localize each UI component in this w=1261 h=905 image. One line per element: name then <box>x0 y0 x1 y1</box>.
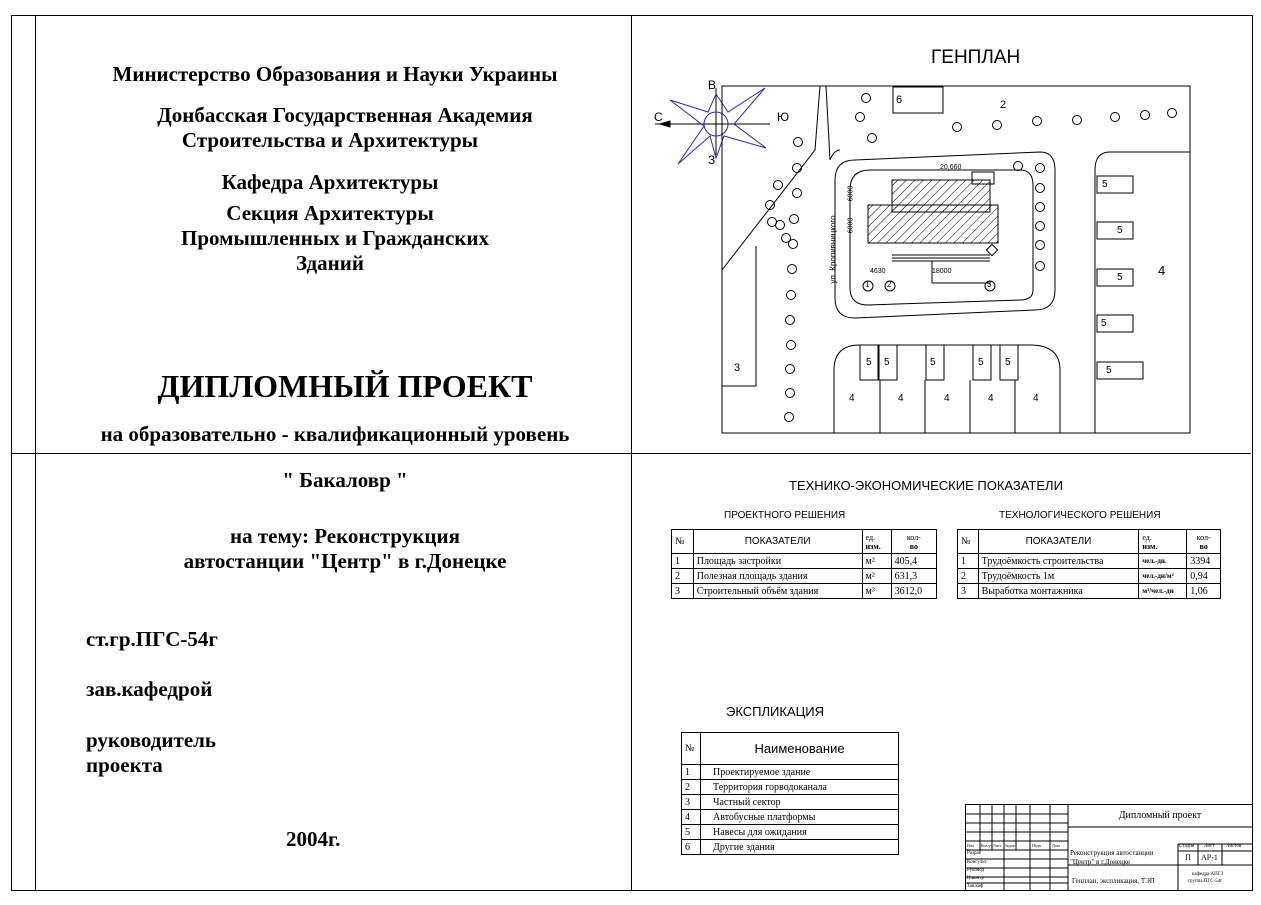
stamp-col-header: Лист <box>993 843 1002 848</box>
project-year: 2004г. <box>286 827 341 851</box>
stamp-stage: П <box>1185 853 1191 862</box>
platform-label: 4 <box>1033 393 1039 404</box>
col-header: кол- во <box>891 530 936 554</box>
explication-table <box>681 732 899 855</box>
zone-label-4-right: 4 <box>1158 263 1166 278</box>
genplan-title: ГЕНПЛАН <box>931 47 1021 68</box>
head-of-department: зав.кафедрой <box>86 677 213 701</box>
zone-label-3: 3 <box>734 362 741 374</box>
stamp-role: Руковод <box>967 868 985 873</box>
compass-west-label: С <box>654 110 663 124</box>
col-header: ед. изм. <box>1139 530 1187 554</box>
table-row: 3 Частный сектор <box>682 795 899 810</box>
stamp-role: Разраб <box>967 851 982 856</box>
tep-tech-table <box>957 529 1221 599</box>
middle-divider <box>11 453 1251 454</box>
dim-b2: 18000 <box>932 268 952 275</box>
stamp-col-header: Подп <box>1032 843 1041 848</box>
stamp-col-header: Изм <box>967 843 974 848</box>
tep-design-subtitle: ПРОЕКТНОГО РЕШЕНИЯ <box>724 510 846 521</box>
axis-label-3: 3 <box>987 280 992 289</box>
table-row: 1 Трудоёмкость строительства чел.-дн. 3394 <box>958 554 1221 569</box>
theme-line1: на тему: Реконструкция <box>229 524 460 548</box>
shelter-label: 5 <box>1101 318 1107 329</box>
stamp-role: Консульт <box>967 860 987 865</box>
stamp-sheets-header: Листов <box>1226 844 1242 849</box>
table-row: 1 Площадь застройки м² 405,4 <box>672 554 937 569</box>
stamp-org-line2: группа ПГС-54г <box>1188 879 1223 884</box>
col-header: № <box>682 733 701 765</box>
col-header: ед. изм. <box>862 530 891 554</box>
compass-north-label: В <box>708 78 717 92</box>
shelter-label: 5 <box>884 357 890 368</box>
stamp-project-line1: Реконструкция автостанции <box>1070 849 1154 857</box>
zone-label-6: 6 <box>896 94 903 106</box>
col-header: ПОКАЗАТЕЛИ <box>693 530 862 554</box>
axis-label-2: 2 <box>887 280 892 289</box>
title-block <box>965 804 1252 891</box>
section-title-line1: Секция Архитектуры <box>226 201 434 225</box>
col-header: № <box>958 530 979 554</box>
stamp-role: Н.контр <box>967 876 984 881</box>
dim-v1: 6000 <box>847 185 855 202</box>
site-plan-drawing <box>640 70 1200 440</box>
zone-label-2: 2 <box>1000 99 1007 111</box>
student-group: ст.гр.ПГС-54г <box>86 627 218 651</box>
supervisor-line2: проекта <box>86 753 163 777</box>
platform-label: 4 <box>849 393 855 404</box>
explication-title: ЭКСПЛИКАЦИЯ <box>726 704 824 719</box>
tep-tech-subtitle: ТЕХНОЛОГИЧЕСКОГО РЕШЕНИЯ <box>999 510 1161 521</box>
col-header: Наименование <box>701 733 899 765</box>
shelter-label: 5 <box>866 357 872 368</box>
stamp-drawing-name: Генплан, экспликация, ТЭП <box>1072 877 1155 885</box>
shelter-label: 5 <box>978 357 984 368</box>
col-header: № <box>672 530 694 554</box>
shelter-label: 5 <box>1106 365 1112 376</box>
qualification-level: на образовательно - квалификационный уровень <box>100 422 570 446</box>
stamp-org-line1: кафедра АПГЗ <box>1192 872 1224 877</box>
department-title: Кафедра Архитектуры <box>221 170 439 194</box>
degree-name: " Бакаловр " <box>282 468 408 492</box>
stamp-col-header: Кол.уч <box>981 843 993 848</box>
shelter-label: 5 <box>1117 272 1123 283</box>
dim-top: 20,660 <box>940 164 962 171</box>
supervisor-line1: руководитель <box>86 728 217 752</box>
table-row: 2 Территория горводоканала <box>682 780 899 795</box>
stamp-col-header: Дата <box>1052 843 1060 848</box>
stamp-title: Дипломный проект <box>1118 810 1202 821</box>
stamp-col-header: №док <box>1005 843 1015 848</box>
project-title: ДИПЛОМНЫЙ ПРОЕКТ <box>157 368 533 404</box>
academy-title-line2: Строительства и Архитектуры <box>181 128 479 152</box>
shelter-label: 5 <box>1005 357 1011 368</box>
stamp-sheet: АР-1 <box>1201 853 1218 862</box>
compass-south-label: З <box>708 153 716 167</box>
stamp-project-line2: "Центр" в г.Донецке <box>1070 858 1131 866</box>
tep-title: ТЕХНИКО-ЭКОНОМИЧЕСКИЕ ПОКАЗАТЕЛИ <box>789 478 1063 493</box>
table-row: 2 Полезная площадь здания м² 631,3 <box>672 569 937 584</box>
compass-east-label: Ю <box>777 110 790 124</box>
section-title-line2: Промышленных и Гражданских <box>180 226 490 250</box>
stamp-sheet-header: Лист <box>1204 844 1215 849</box>
dim-b1: 4630 <box>870 268 886 275</box>
table-row: 6 Другие здания <box>682 840 899 855</box>
theme-line2: автостанции "Центр" в г.Донецке <box>183 549 507 573</box>
table-row: 5 Навесы для ожидания <box>682 825 899 840</box>
table-row: 3 Выработка монтажника м³/чел.-дн 1,06 <box>958 584 1221 599</box>
platform-label: 4 <box>988 393 994 404</box>
platform-label: 4 <box>898 393 904 404</box>
shelter-label: 5 <box>1117 225 1123 236</box>
shelter-label: 5 <box>1102 179 1108 190</box>
tep-design-table <box>671 529 937 599</box>
table-row: 3 Строительный объём здания м³ 3612,0 <box>672 584 937 599</box>
col-header: ПОКАЗАТЕЛИ <box>978 530 1139 554</box>
axis-label-1: 1 <box>865 280 870 289</box>
table-row: 1 Проектируемое здание <box>682 765 899 780</box>
shelter-label: 5 <box>930 357 936 368</box>
street-label: ул. Кропивницкого <box>828 215 838 284</box>
academy-title-line1: Донбасская Государственная Академия <box>157 103 533 127</box>
section-title-line3: Зданий <box>296 251 364 275</box>
dim-v2: 6000 <box>847 217 855 234</box>
table-row: 4 Автобусные платформы <box>682 810 899 825</box>
col-header: кол- во <box>1187 530 1221 554</box>
stamp-role: Зав.каф <box>967 884 984 889</box>
table-row: 2 Трудоёмкость 1м чел.-дн/м² 0,94 <box>958 569 1221 584</box>
platform-label: 4 <box>944 393 950 404</box>
stamp-stage-header: Стадия <box>1179 844 1195 849</box>
ministry-title: Министерство Образования и Науки Украины <box>112 62 558 86</box>
